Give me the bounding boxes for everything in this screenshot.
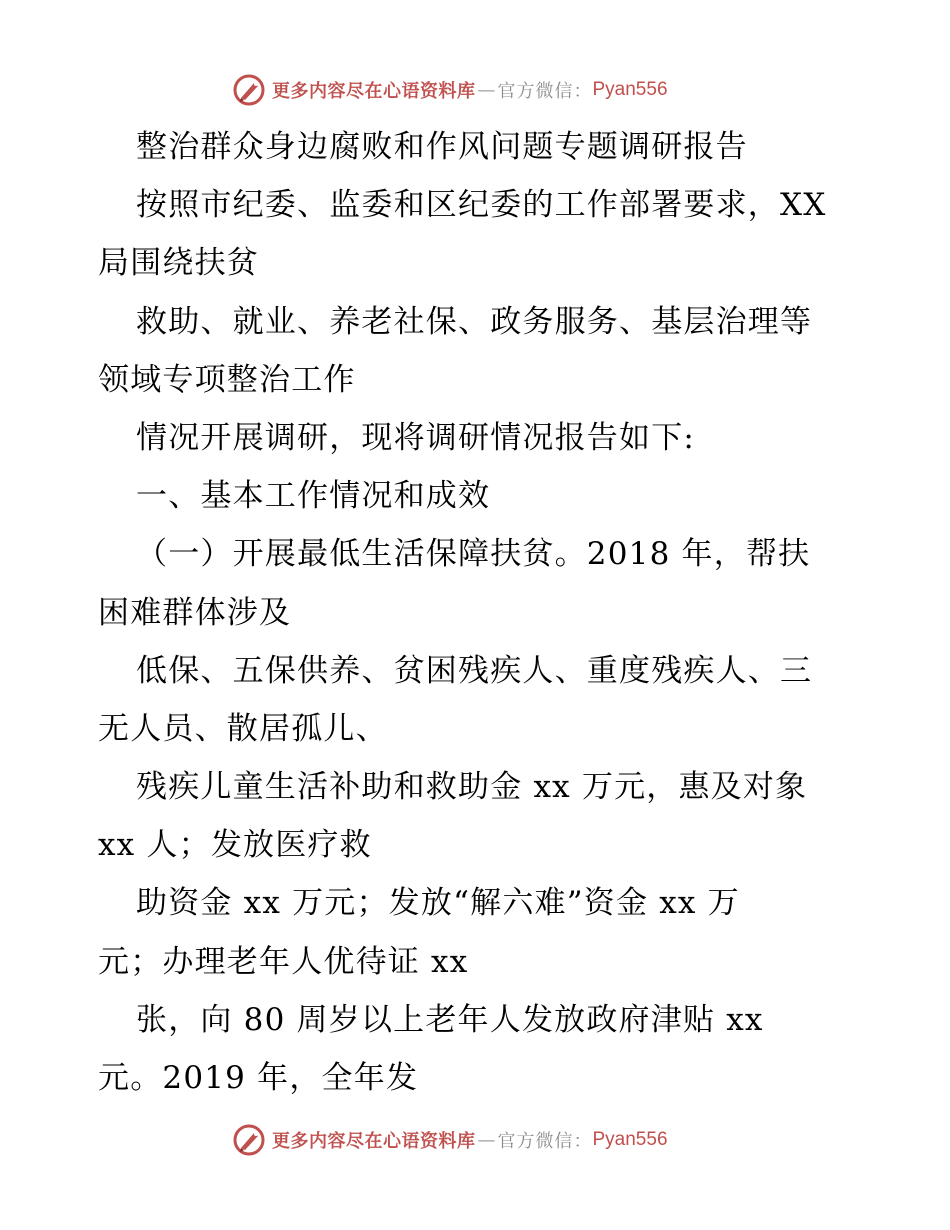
watermark-banner-bottom	[232, 1122, 668, 1158]
text-line: 残疾儿童生活补助和救助金 xx 万元，惠及对象	[136, 769, 808, 806]
watermark-wechat-id: Pyan556	[592, 79, 668, 100]
watermark-banner-top	[232, 72, 668, 108]
text-line: 张，向 80 周岁以上老年人发放政府津贴 xx	[136, 1001, 764, 1038]
text-line: 低保、五保供养、贫困残疾人、重度残疾人、三	[136, 652, 813, 689]
text-line: 困难群体涉及	[98, 594, 292, 631]
text-line: 无人员、散居孤儿、	[98, 710, 388, 747]
text-line: 救助、就业、养老社保、政务服务、基层治理等	[136, 303, 813, 340]
document-body	[98, 118, 858, 1107]
watermark-wechat-label: 官方微信：	[497, 1131, 593, 1152]
text-line: （一）开展最低生活保障扶贫。2018 年，帮扶	[136, 536, 811, 573]
text-line: 情况开展调研，现将调研情况报告如下:	[136, 419, 696, 456]
text-line: 助资金 xx 万元；发放“解六难”资金 xx 万	[136, 885, 740, 922]
text-line: 元；办理老年人优待证 xx	[98, 943, 469, 980]
watermark-separator: —	[477, 1129, 496, 1151]
text-line: 局围绕扶贫	[98, 245, 259, 282]
pen-circle-logo-icon	[232, 73, 266, 107]
watermark-text: 更多内容尽在心语资料库	[272, 1131, 476, 1152]
text-line: 按照市纪委、监委和区纪委的工作部署要求，XX	[136, 187, 827, 224]
text-line: 一、基本工作情况和成效	[136, 478, 491, 515]
watermark-text: 更多内容尽在心语资料库	[272, 81, 476, 102]
text-line: 领域专项整治工作	[98, 361, 356, 398]
text-line: xx 人；发放医疗救	[98, 827, 372, 864]
watermark-wechat-id: Pyan556	[592, 1129, 668, 1150]
watermark-wechat-label: 官方微信：	[497, 81, 593, 102]
watermark-separator: —	[477, 79, 496, 101]
text-line: 元。2019 年，全年发	[98, 1060, 419, 1096]
pen-circle-logo-icon	[232, 1123, 266, 1157]
text-line: 整治群众身边腐败和作风问题专题调研报告	[136, 129, 748, 165]
